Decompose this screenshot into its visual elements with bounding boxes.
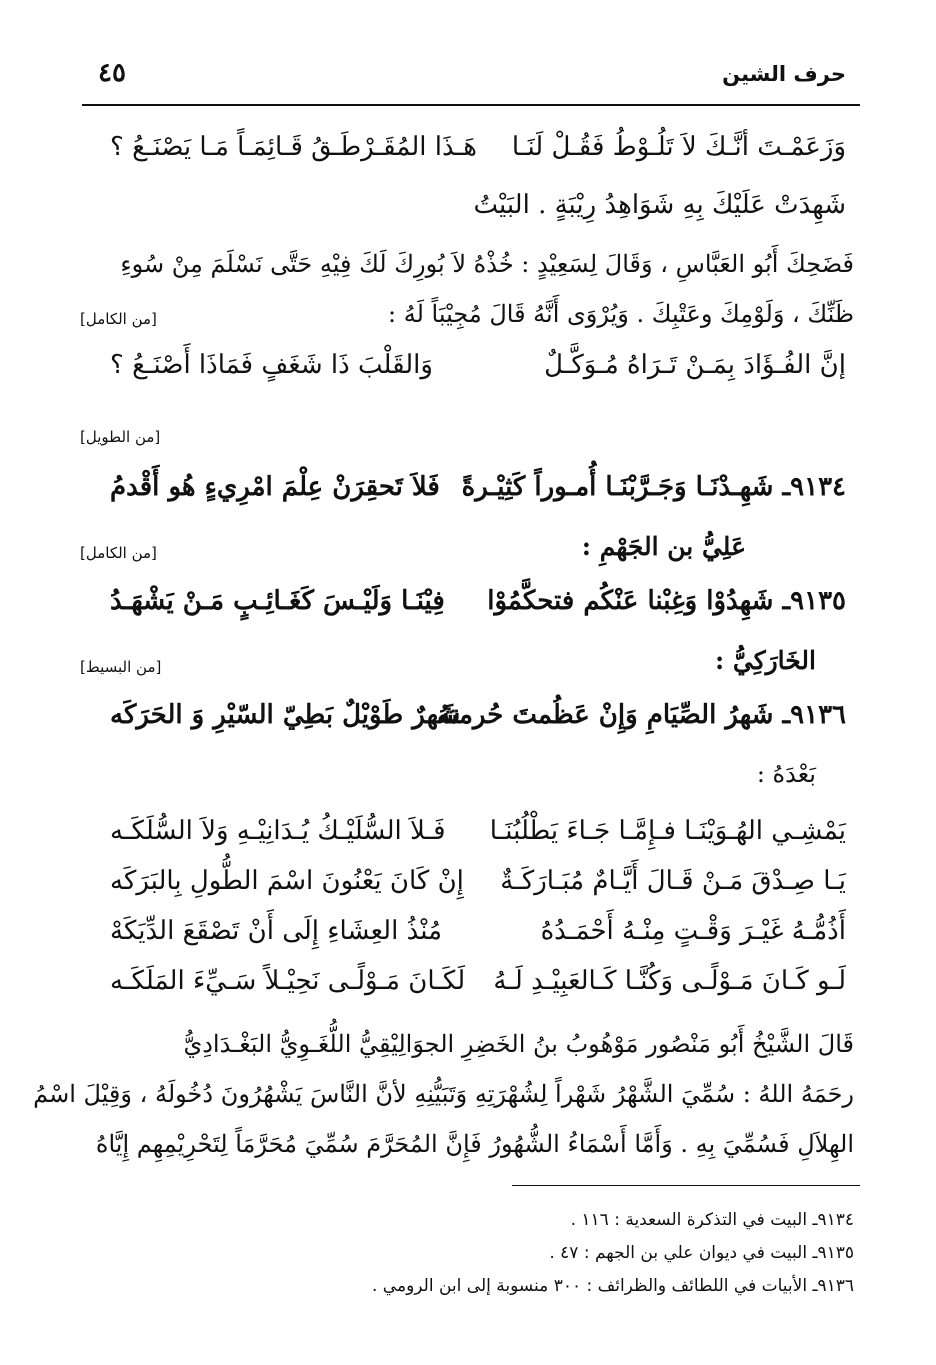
meter-label-kamil-2: [من الكامل] — [80, 544, 157, 562]
verse-a-second-hemistich: وَالقَلْبَ ذَا شَغَفٍ فَمَاذَا أَصْنَـعُ ؟ — [110, 350, 433, 380]
prose-2-line-2: رحَمَهُ اللهُ : سُمِّيَ الشَّهْرُ شَهْراً لِشُهْرَتِهِ وَتَبَيُّنِهِ لأنَّ النَّاسَ يَشْهُرُونَ دُخُولَهُ ، وَقِيْلَ اسْمُ — [33, 1080, 854, 1108]
verse-after-2-first-hemistich: يَـا صِـدْقَ مَـنْ قَـالَ أَيَّـامٌ مُبَـارَكَـةٌ — [500, 866, 846, 896]
verse-after-3-first-hemistich: أَذُمُّـهُ غَيْـرَ وَقْـتٍ مِنْـهُ أَحْمَـدُهُ — [540, 916, 846, 946]
verse-1-first-hemistich: وَزَعَمْـتَ أنَّـكَ لاَ تَلُـوْطُ فَقُـلْ لَنَـا — [511, 132, 846, 162]
footnote-9136: ٩١٣٦ـ الأبيات في اللطائف والظرائف : ٣٠٠ منسوبة إلى ابن الرومي . — [372, 1276, 854, 1296]
verse-a-first-hemistich: إنَّ الفُـؤَادَ بِمَـنْ تَـرَاهُ مُـوَكَّـلٌ — [544, 350, 846, 380]
meter-label-tawil: [من الطويل] — [80, 428, 161, 446]
meter-label-kamil-1: [من الكامل] — [80, 310, 157, 328]
verse-after-3-second-hemistich: مُنْذُ العِشَاءِ إِلَى أَنْ تَصْقَعَ الدِّيَكَهْ — [110, 916, 443, 946]
prose-2-line-3: الهِلاَلِ فَسُمِّيَ بِهِ . وَأَمَّا أَسْمَاءُ الشُّهُورُ فَإِنَّ المُحَرَّمَ سُمِّيَ مُحَرَّمَاً لِتَحْرِيْمِهِم إِيَّاهُ — [95, 1130, 854, 1158]
footnote-9134: ٩١٣٤ـ البيت في التذكرة السعدية : ١١٦ . — [570, 1210, 854, 1230]
header-rule — [82, 104, 860, 106]
footnote-rule — [512, 1185, 860, 1186]
running-header-title: حرف الشين — [722, 62, 846, 86]
verse-after-4-second-hemistich: لَكَـانَ مَـوْلًـى نَحِيْـلاً سَـيِّءَ المَلَكَـه — [110, 966, 466, 996]
verse-9136-first-hemistich: ٩١٣٦ـ شَهرُ الصِّيَامِ وَإِنْ عَظُمتَ حُرمتهُ — [437, 700, 846, 730]
verse-9134-second-hemistich: فَلاَ تَحقِرَنْ عِلْمَ امْرِيءٍ هُو أَقْدمُ — [110, 472, 440, 502]
prose-1-line-2: ظَنِّكَ ، وَلَوْمِكَ وعَتْبِكَ . وَيُرْوَى أَنَّهُ قَالَ مُجِيْبَاً لَهُ : — [388, 300, 854, 328]
meter-label-basit: [من البسيط] — [80, 658, 162, 676]
poet-name-al-kharaki: الخَارَكِيُّ : — [714, 646, 816, 675]
verse-after-2-second-hemistich: إِنْ كَانَ يَعْنُونَ اسْمَ الطُّولِ بِالبَرَكَه — [110, 866, 464, 896]
verse-9134-first-hemistich: ٩١٣٤ـ شَهِـدْنَـا وَجَـرَّبْنَـا أُمـوراً كَثِيْـرةً — [461, 472, 846, 502]
verse-after-4-first-hemistich: لَـو كَـانَ مَـوْلًـى وَكُنَّـا كَـالعَبِيْـدِ لَـهُ — [493, 966, 846, 996]
verse-9136-second-hemistich: شَهرٌ طَوْيْلٌ بَطِيّ السّيْرِ وَ الحَرَكَه — [110, 700, 461, 730]
verse-9135-first-hemistich: ٩١٣٥ـ شَهِدُوْا وَغِبْنا عَنْكُم فتحكَّمُوْا — [487, 586, 846, 616]
poet-name-ali-ibn-al-jahm: عَلِيُّ بن الجَهْمِ : — [581, 532, 746, 561]
prose-1-line-1: فَضَحِكَ أَبُو العَبَّاسِ ، وَقَالَ لِسَعِيْدٍ : خُذْهُ لاَ بُورِكَ لَكَ فِيْهِ حَتَّى نَسْلَمَ مِنْ سُوءِ — [120, 250, 854, 278]
verse-2-line: شَهِدَتْ عَلَيْكَ بِهِ شَوَاهِدُ رِيْبَةٍ . البَيْتُ — [473, 190, 846, 220]
footnote-9135: ٩١٣٥ـ البيت في ديوان علي بن الجهم : ٤٧ . — [549, 1243, 854, 1263]
page-number: ٤٥ — [98, 58, 126, 88]
verse-after-1-first-hemistich: يَمْشِـي الهُـوَيْنَـا فـإِمَّـا جَـاءَ يَطْلُبُنَـا — [489, 816, 846, 846]
verse-1-second-hemistich: هَـذَا المُقَـرْطَـقُ قَـائِمَـاً مَـا يَصْنَـعُ ؟ — [110, 132, 477, 162]
verse-9135-second-hemistich: فِيْنَـا وَلَيْـسَ كَغَـائِـبٍ مَـنْ يَشْهَـدُ — [110, 586, 445, 616]
verse-after-1-second-hemistich: فَـلاَ السُّلَيْـكُ يُـدَانِيْـهِ وَلاَ السُّلَكَـه — [110, 816, 446, 846]
after-it-label: بَعْدَهُ : — [756, 760, 816, 788]
prose-2-line-1: قَالَ الشَّيْخُ أَبُو مَنْصُور مَوْهُوبُ بنُ الخَضِرِ الجوَالِيْقِيُّ اللُّغَـوِيُّ البَغْـدَادِيُّ — [183, 1030, 854, 1058]
